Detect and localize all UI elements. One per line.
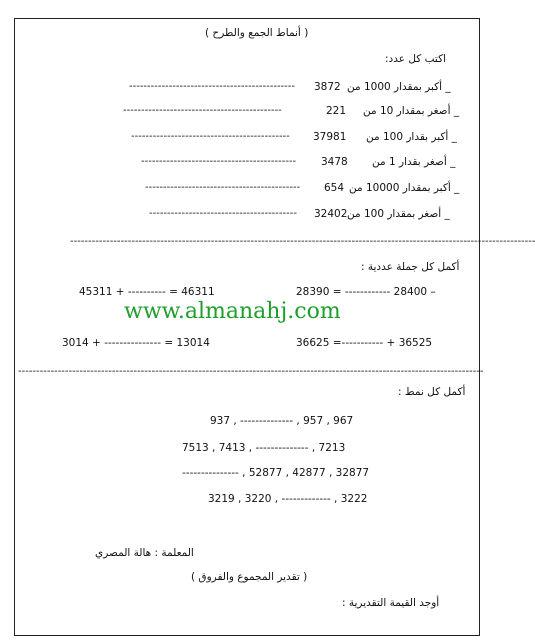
row-number: 32402 — [314, 208, 348, 220]
pattern-row[interactable]: 3219 , 3220 , ------------- , 3222 — [208, 493, 368, 505]
equation-left-1[interactable]: 45311 + ---------- = 46311 — [79, 286, 215, 298]
final-heading: أوجد القيمة التقديرية : — [342, 597, 440, 609]
pattern-row[interactable]: 7513 , 7413 , -------------- , 7213 — [182, 442, 346, 454]
row-number: 654 — [324, 182, 345, 194]
row-blank[interactable]: ------------------------------------------- — [141, 156, 297, 167]
row-label: _ أصغر بمقدار 100 من — [347, 208, 450, 220]
row-label: _ أصغر بمقدار 10 من — [363, 105, 460, 117]
row-label: _ أكبر بمقدار 1000 من — [347, 81, 451, 93]
row-number: 37981 — [313, 131, 347, 143]
pattern-row[interactable]: 937 , -------------- , 957 , 967 — [210, 415, 354, 427]
row-number: 221 — [326, 105, 347, 117]
section1-heading: اكتب كل عدد: — [385, 53, 447, 65]
row-blank[interactable]: ---------------------------------------------- — [129, 81, 295, 92]
divider-line: --------------------------------------------------------------------------------------------------------------------------------- — [18, 366, 484, 377]
row-number: 3872 — [314, 81, 341, 93]
watermark-text: www.almanahj.com — [124, 299, 341, 324]
equation-right-1[interactable]: 28390 = ------------ 28400 – — [296, 286, 436, 298]
page-title: ( أنماط الجمع والطرح ) — [205, 27, 309, 39]
equation-left-2[interactable]: 3014 + --------------- = 13014 — [62, 337, 210, 349]
row-blank[interactable]: ----------------------------------------- — [149, 208, 297, 219]
section2-heading: أكمل كل جملة عددية : — [361, 261, 460, 273]
row-blank[interactable]: -------------------------------------------- — [131, 131, 290, 142]
pattern-row[interactable]: --------------- , 52877 , 42877 , 32877 — [182, 467, 370, 479]
row-number: 3478 — [321, 156, 348, 168]
divider-line: --------------------------------------------------------------------------------------------------------------------------------- — [70, 236, 535, 247]
section3-heading: أكمل كل نمط : — [398, 386, 466, 398]
teacher-name: المعلمة : هالة المصري — [95, 547, 194, 559]
row-label: _ أكبر بقدار 100 من — [366, 131, 457, 143]
equation-right-2[interactable]: 36625 =----------- + 36525 — [296, 337, 433, 349]
subtitle: ( تقدير المجموع والفروق ) — [191, 571, 308, 583]
row-label: _ أكبر بمقدار 10000 من — [349, 182, 460, 194]
row-blank[interactable]: ------------------------------------------- — [145, 182, 301, 193]
row-blank[interactable]: -------------------------------------------- — [123, 105, 282, 116]
row-label: _ أصغر بقدار 1 من — [372, 156, 456, 168]
